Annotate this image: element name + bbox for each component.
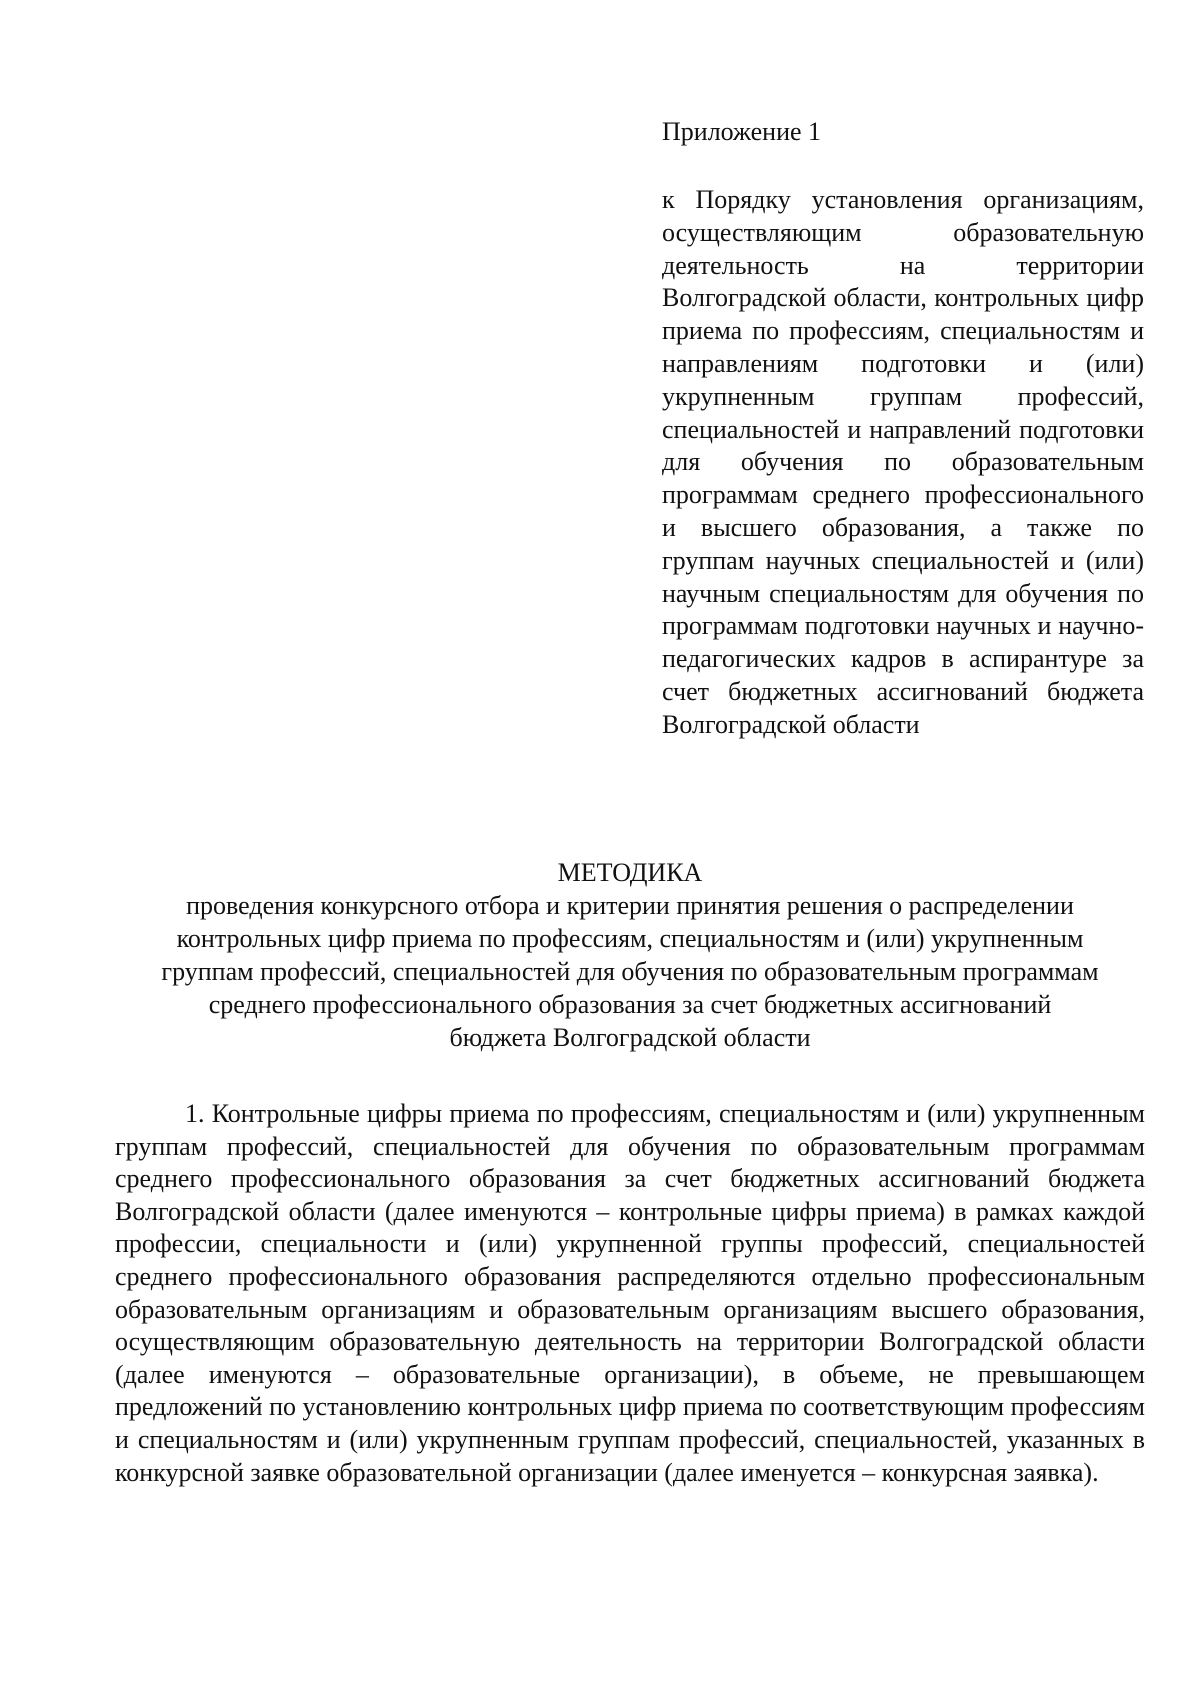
subtitle-line: бюджета Волгоградской области xyxy=(449,1023,811,1052)
subtitle-line: проведения конкурсного отбора и критерии принятия решения о распределении xyxy=(186,891,1074,920)
document-subtitle xyxy=(110,889,1150,1054)
subtitle-line: среднего профессионального образования за счет бюджетных ассигнований xyxy=(208,990,1052,1019)
body-paragraph: 1. Контрольные цифры приема по профессиям, специальностям и (или) укрупненным группам профессий, специальностей для обучения по образовательным программам среднего профессионального образования за счет бюджетных ассигнований бюджета Волгоградской области (далее именуются – контрольные цифры приема) в рамках каждой профессии, специальности и (или) укрупненной группы профессий, специальностей среднего профессионального образования распределяются отдельно профессиональным образовательным организациям и образовательным организациям высшего образования, осуществляющим образовательную деятельность на территории Волгоградской области (далее именуются – образовательные организации), в объеме, не превышающем предложений по установлению контрольных цифр приема по соответствующим профессиям и специальностям и (или) укрупненным группам профессий, специальностей, указанных в конкурсной заявке образовательной организации (далее именуется – конкурсная заявка). xyxy=(115,1099,1145,1487)
subtitle-line: группам профессий, специальностей для обучения по образовательным программам xyxy=(161,957,1099,986)
document-heading xyxy=(110,856,1150,1054)
appendix-title: Приложение 1 xyxy=(662,117,822,146)
subtitle-line: контрольных цифр приема по профессиям, специальностям и (или) укрупненным xyxy=(176,924,1084,953)
document-title: МЕТОДИКА xyxy=(557,858,703,887)
appendix-reference: к Порядку установления организациям, осуществляющим образовательную деятельность на территории Волгоградской области, контрольных цифр приема по профессиям, специальностям и направлениям подготовки и (или) укрупненным группам профессий, специальностей и направлений подготовки для обучения по образовательным программам среднего профессионального и высшего образования, а также по группам научных специальностей и (или) научным специальностям для обучения по программам подготовки научных и научно-педагогических кадров в аспирантуре за счет бюджетных ассигнований бюджета Волгоградской области xyxy=(662,185,1144,739)
